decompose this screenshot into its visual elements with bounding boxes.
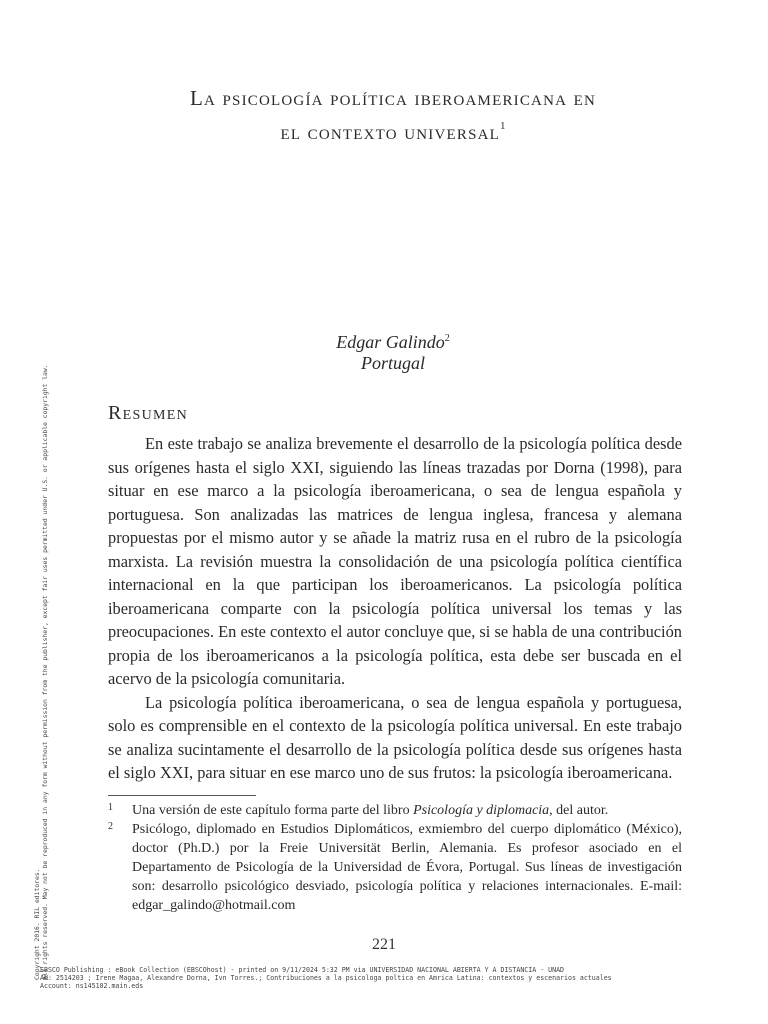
page-number: 221 xyxy=(372,936,396,953)
title-footnote-ref[interactable]: 1 xyxy=(500,120,506,132)
copyright-line: All rights reserved. May not be reproduced in any form without permission from the publisher, except fair uses permitted under U.S. or applicable copyright law. xyxy=(41,364,49,980)
abstract-paragraph: En este trabajo se analiza brevemente el desarrollo de la psicología política desde sus orígenes hasta el siglo XXI, siguiendo las líneas trazadas por Dorna (1998), para situar en ese marco a la psicología iberoamericana, o sea de lengua española y portuguesa. Son analizadas las matrices de lengua inglesa, francesa y alemana propuestas por el mismo autor y se añade la matriz rusa en el rubro de la psicología marxista. La revisión muestra la consolidación de una psicología política científica internacional en la que participan los iberoamericanos. La psicología política iberoamericana comparte con la psicología política universal los temas y las preocupaciones. En este contexto el autor concluye que, si se habla de una contribución propia de los iberoamericanos a la psicología política, esta debe ser buscada en el acervo de la psicología comunitaria. xyxy=(108,434,682,688)
footer-line: EBSCO Publishing : eBook Collection (EBSCOhost) - printed on 9/11/2024 5:32 PM via UNIVERSIDAD NACIONAL ABIERTA Y A DISTANCIA - UNAD xyxy=(40,966,565,974)
footer-line: AN: 2514203 ; Irene Magaa, Alexandre Dorna, Ivn Torres.; Contribuciones a la psicologa poltica en Amrica Latina: contextos y escenarios actuales xyxy=(40,974,612,982)
author-country: Portugal xyxy=(360,353,425,373)
abstract-body xyxy=(108,432,682,785)
footnote-text: Psicólogo, diplomado en Estudios Diplomáticos, exmiembro del cuerpo diplomático (México), doctor (Ph.D.) por la Freie Universität Berlin, Alemania. Es profesor asociado en el Departamento de Psicología de la Universidad de Évora, Portugal. Sus líneas de investigación son: desarrollo psicológico desviado, psicología política y relaciones internacionales. E-mail: edgar_galindo@hotmail.com xyxy=(132,822,682,913)
author-name: Edgar Galindo xyxy=(336,332,445,352)
copyright-side-notice xyxy=(33,320,49,980)
book-title: Psicología y diplomacia xyxy=(413,803,550,818)
footnotes xyxy=(108,801,682,915)
footnote-text-part: , del autor. xyxy=(549,803,609,818)
footnote-text-part: Una versión de este capítulo forma parte del libro xyxy=(132,803,414,818)
author-footnote-ref[interactable]: 2 xyxy=(444,333,450,344)
ebsco-footer xyxy=(40,966,740,990)
abstract-paragraph: La psicología política iberoamericana, o sea de lengua española y portuguesa, solo es comprensible en el contexto de la psicología política universal. En este trabajo se analiza sucintamente el desarrollo de la psicología política desde sus orígenes hasta el siglo XXI, para situar en ese marco uno de sus frutos: la psicología iberoamericana. xyxy=(108,692,682,782)
footnote-text xyxy=(132,801,682,820)
section-heading-resumen: Resumen xyxy=(108,402,188,424)
footnote-2 xyxy=(108,820,682,915)
footer-line: Account: ns145102.main.eds xyxy=(40,982,144,990)
chapter-title-line-1: La psicología política iberoamericana en xyxy=(190,86,596,110)
footnote-divider xyxy=(108,795,256,796)
author-block xyxy=(200,328,586,374)
copyright-line: Copyright 2016. RIL editores. xyxy=(33,868,41,980)
footnote-number: 1 xyxy=(108,802,113,813)
footnote-number: 2 xyxy=(108,821,113,832)
footnote-1 xyxy=(108,801,682,820)
chapter-title-line-2: el contexto universal xyxy=(280,120,501,144)
chapter-title xyxy=(80,84,706,146)
